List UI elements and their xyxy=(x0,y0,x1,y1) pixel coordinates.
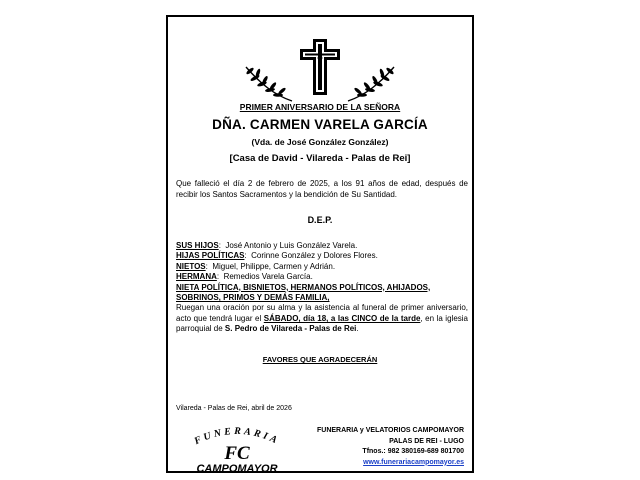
deceased-name: DÑA. CARMEN VARELA GARCÍA xyxy=(212,117,428,132)
request-text: Ruegan una oración por su alma y la asistencia al funeral de primer aniversario, acto que tendrá lugar el xyxy=(176,303,468,323)
grandchildren-row: NIETOS: Miguel, Philippe, Carmen y Adrián. xyxy=(176,261,336,271)
daughters-in-law-label: HIJAS POLÍTICAS xyxy=(176,251,245,261)
church-end: . xyxy=(356,324,359,334)
family-list xyxy=(176,241,468,335)
grandchildren-label: NIETOS xyxy=(176,261,206,271)
dep-line: D.E.P. xyxy=(307,215,333,225)
house-line: [Casa de David - Vilareda - Palas de Rei] xyxy=(229,153,411,164)
grandchildren-names: Miguel, Philippe, Carmen y Adrián. xyxy=(212,261,336,271)
church-name: S. Pedro de Vilareda - Palas de Rei xyxy=(224,324,357,334)
widow-of-line: (Vda. de José González González) xyxy=(251,137,389,147)
funeraria-logo xyxy=(178,421,296,475)
sons-row: SUS HIJOS: José Antonio y Luis González Varela. xyxy=(176,241,358,250)
favores-line: FAVORES QUE AGRADECERÁN xyxy=(262,355,378,364)
logo-top-text: FUNERARIA xyxy=(192,425,282,448)
death-announcement: Que falleció el día 2 de febrero de 2025, a los 91 años de edad, después de recibir los Santos Sacramentos y la bendición de Su Santidad. xyxy=(176,179,468,199)
logo-monogram: FC xyxy=(224,443,250,464)
sister-label: HERMANA xyxy=(176,272,217,282)
company-info xyxy=(314,426,464,468)
logo-bottom-text: CAMPOMAYOR xyxy=(196,463,278,475)
company-name: FUNERARIA y VELATORIOS CAMPOMAYOR xyxy=(316,427,464,434)
right-laurel-icon xyxy=(348,67,395,101)
anniversary-heading: PRIMER ANIVERSARIO DE LA SEÑORA xyxy=(239,102,401,112)
sons-names: José Antonio y Luis González Varela. xyxy=(225,241,358,250)
place-date: Vilareda - Palas de Rei, abril de 2026 xyxy=(176,405,292,412)
daughters-in-law-names: Corinne González y Dolores Flores. xyxy=(251,251,378,261)
company-city: PALAS DE REI - LUGO xyxy=(389,437,464,445)
left-laurel-icon xyxy=(245,67,292,101)
church-pre: , en la iglesia parroquial de xyxy=(176,313,468,334)
company-phones: Tfnos.: 982 380169-689 801700 xyxy=(362,448,464,456)
daughters-in-law-row: HIJAS POLÍTICAS: Corinne González y Dolores Flores. xyxy=(176,251,378,261)
sons-label: SUS HIJOS xyxy=(176,241,219,250)
other-relatives-line2: SOBRINOS, PRIMOS Y DEMÁS FAMILIA, xyxy=(176,293,330,303)
funeral-request xyxy=(176,303,468,334)
other-relatives-line1: NIETA POLÍTICA, BISNIETOS, HERMANOS POLÍTICOS, AHIJADOS, xyxy=(176,282,431,292)
crucifix-icon xyxy=(300,39,340,95)
sister-name: Remedios Varela García. xyxy=(223,272,313,282)
obituary-card xyxy=(166,15,474,473)
sister-row: HERMANA: Remedios Varela García. xyxy=(176,272,313,282)
funeral-date: SÁBADO, día 18, a las CINCO de la tarde xyxy=(263,313,421,323)
website-link[interactable]: www.funerariacampomayor.es xyxy=(363,458,464,466)
